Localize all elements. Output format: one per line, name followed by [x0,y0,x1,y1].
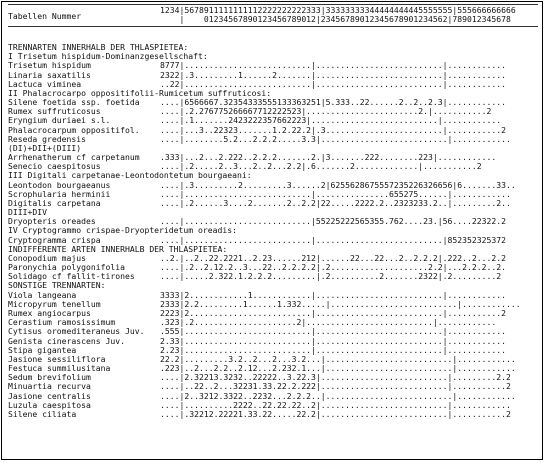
species-name: Cerastium ramosissimum [8,317,116,328]
species-name: Digitalis carpetana [8,197,101,208]
cover-values: 8777|..........................|..........................|............ [160,61,506,71]
cover-values: ....|2.32213.3232..22222..3.22.3|..........................|.........2.2 [160,373,511,383]
species-name: Viola langeana [8,289,77,300]
column-number-row-2: | 01234567890123456789012|23456789012345678901234562|789012345678 [160,14,511,24]
top-rule [8,4,538,5]
section-title: INDIFFERENTE ARTEN INNERHALB DER THLASPIETEA: [8,243,228,254]
species-name: Jasione sessiliflora [8,353,106,364]
species-name: Solidago cf fallit-tirones [8,271,135,282]
species-name: Trisetum hispidum [8,60,91,71]
section-title: IV Cryptogrammo crispae-Dryopteridetum oreadis: [8,225,238,236]
species-name: Conopodium majus [8,252,86,263]
species-name: Reseda gredensis [8,133,86,144]
cover-values: 2333|2.2.........1......1.332.....|..........................|............ [160,299,521,309]
section-title: DIII+DIV [8,207,47,218]
species-name: Cryptogramma crispa [8,234,101,245]
section-title: III Digitali carpetanae-Leontodontetum bourgaeani: [8,170,252,181]
section-title: TRENNARTEN INNERHALB DER THLASPIETEA: [8,42,189,52]
column-number-row-1: 1234|5678911111111112222222222333|33333333344444444445555555|555666666666 [160,5,516,15]
cover-values: ....|...3..22323.......1.2.22.2|.3........................|...........2 [160,125,506,135]
species-name: Luzula caespitosa [8,399,91,410]
cover-values: ....|........5.2...2.2.2.....3.3|..........................|............ [160,134,511,144]
cover-values: 3333|2............1............|..........................|............ [160,290,506,300]
species-name: Lactuca viminea [8,78,82,89]
section-title: SONSTIGE TRENNARTEN: [8,280,106,291]
cover-values: .555|..........................|..........................|............ [160,327,506,337]
section-heading [8,245,543,254]
phytosociological-table [1,1,543,460]
species-name: Linaria saxatilis [8,69,91,80]
section-title: II Phalacrocarpo oppositifolii-Rumicetum suffruticosi: [8,87,272,98]
cover-values: ....|2..3212.3322..2232...2.2.2..|..........................|............ [160,391,516,401]
table-row [8,199,543,208]
cover-values: ....|.1.......2423222357662223|..........................|............ [160,116,502,126]
cover-values: 2.23|..........................|..........................|............ [160,345,506,355]
species-name: Paronychia polygonifolia [8,262,125,273]
cover-values: ....|.2..2.12.2..3...22..2.2.2.2|.2....................2.2|...2.2.2..2. [160,263,506,273]
table-row [8,410,543,419]
table-row [8,126,543,135]
species-name: Silene ciliata [8,408,77,419]
species-name: Jasione centralis [8,390,91,401]
cover-values: ..22|..........................|..........................|............ [160,79,506,89]
species-name: Arrhenatherum cf carpetanum [8,152,140,163]
table-row [8,401,543,410]
cover-values: .323|.2.....................2|..........................|............ [160,318,497,328]
cover-values: ....|.3.........2.........3......2|6255628675557235226326656|6.......33.. [160,180,516,190]
section-title: I Trisetum hispidum-Dominanzgesellschaft: [8,51,208,62]
cover-values: ....|..22..2...32231.33.22.2.222|..........................|...........2 [160,382,511,392]
cover-values: ....|.2......3....2.......2..2.2|22.....2222.2..2323233.2..|.........2.. [160,198,511,208]
cover-values: ....|..........2222..22.22.22..2|..........................|............ [160,400,511,410]
species-name: Genista cinerascens Juv. [8,335,125,346]
species-name: Dryopteris oreades [8,216,96,227]
cover-values: ....|.32212.22221.33.22.....22.2|..........................|...........2 [160,409,511,419]
cover-values: ....|..........................|...............655275......|............ [160,189,511,199]
cover-values: ....|..........................|..........................|852352325372 [160,235,506,245]
header-rule [8,26,538,27]
table-row [8,135,543,144]
species-name: Scrophularia herminii [8,188,111,199]
species-name: Silene foetida ssp. foetida [8,97,140,108]
species-name: Cytisus oromediteraneus Juv. [8,326,145,337]
species-name: Rumex suffruticosus [8,106,101,117]
cover-values: 22.2|.........3.2..2...2...3.2...|..........................|............ [160,354,516,364]
species-name: Eryngium duriaei s.l. [8,115,111,126]
species-name: Senecio caespitosus [8,161,101,172]
cover-values: 2223|2.........................|..........................|...........2 [160,308,506,318]
cover-values: ..2.|..2..22.2221..2.23......212|......22...22...2..2.2.2|.222..2...2.2 [160,253,506,263]
species-name: Minuartia recurva [8,381,91,392]
cover-values: ....|.2.276775266667712222523|.......................2.|...........2 [160,107,492,117]
species-name: Sedum brevifolium [8,372,91,383]
cover-values: .223|..2...2.2..2.12...2.232.1...|..........................|............ [160,364,516,374]
species-name: Phalacrocarpum oppositifol. [8,124,140,135]
table-body [8,43,543,419]
species-name: Rumex angiocarpus [8,307,91,318]
table-row [8,337,543,346]
cover-values: 2322|.3.........1......2.......|..........................|............ [160,70,506,80]
table-row [8,71,543,80]
species-name: Micropyrum tenellum [8,298,101,309]
table-number-label: Tabellen Nummer [8,11,82,21]
cover-values: ....|.2.....2..3...2..2...2.2|.6.......2.............|...........2 [160,162,482,172]
cover-values: .333|...2...2.222..2.2.2.......2.|3.......222........223|............ [160,153,497,163]
section-heading [8,281,543,290]
species-name: Stipa gigantea [8,344,77,355]
cover-values: ....|..........................|55225222565355.762....23.|56....22322.2 [160,217,506,227]
species-name: Leontodon bourgaeanus [8,179,111,190]
section-title: (DI)+DII+(DIII) [8,142,82,153]
table-header [8,2,543,43]
cover-values: ....|6566667.32354333555133363251|5.333..22......2..2..2.3|............ [160,98,506,108]
species-name: Festuca summilusitana [8,363,111,374]
cover-values: 2.33|..........................|..........................|............ [160,336,506,346]
cover-values: ....|.....2.322.1.2.2.2.........|.2..........2.......2322|.2.........2 [160,272,502,282]
